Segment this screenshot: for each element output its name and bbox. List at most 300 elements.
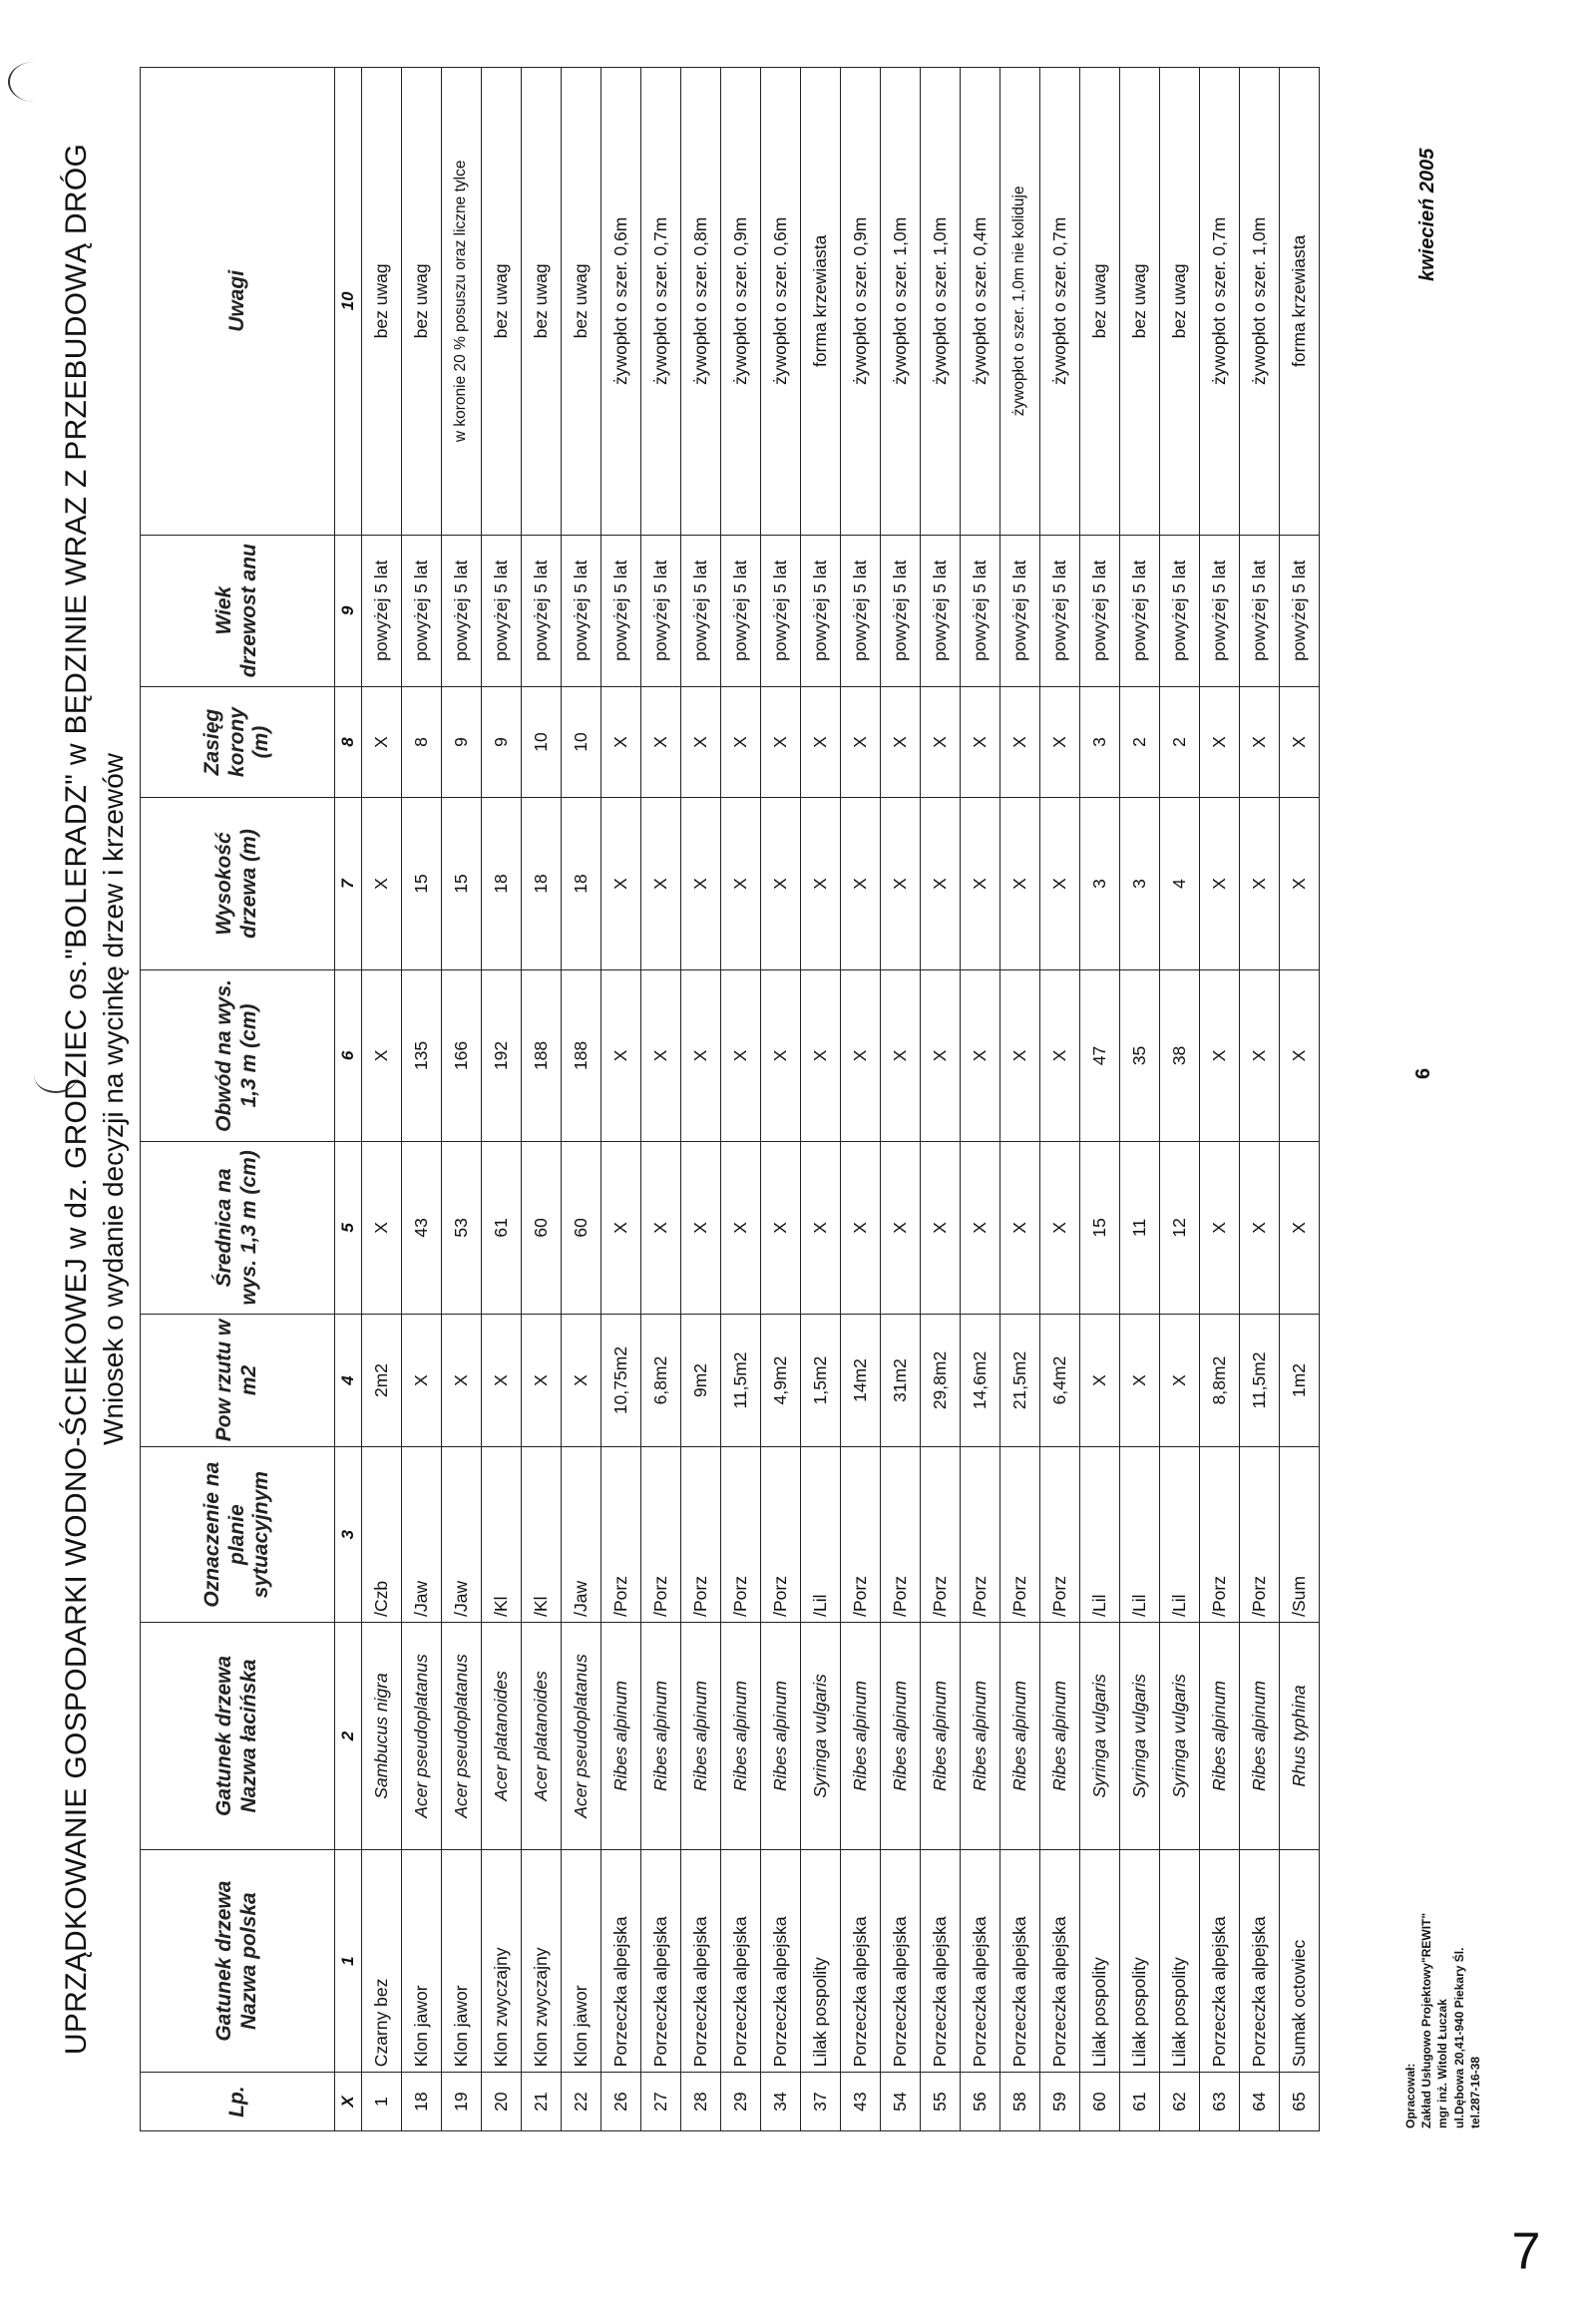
cell-projection-area: 21,5m2 [1000,1314,1040,1447]
cell-polish-name: Czarny bez [362,1850,402,2073]
document-subtitle: Wniosek o wydanie decyzji na wycinkę drzew i krzewów [98,752,129,1446]
cell-age: powyżej 5 lat [402,535,442,686]
cell-notes: żywopłot o szer. 0,6m [601,68,641,536]
handwritten-mark [8,62,60,102]
cell-plan-mark: /Lil [1080,1447,1120,1622]
cell-height: X [362,798,402,969]
cell-diameter: 11 [1120,1142,1160,1314]
cell-crown-spread: X [1000,686,1040,798]
header-height: Wysokość drzewa (m) [141,798,335,969]
cell-projection-area: 14,6m2 [961,1314,1000,1447]
cell-circumference: X [641,969,681,1141]
cell-circumference: 35 [1120,969,1160,1141]
cell-diameter: X [1280,1142,1320,1314]
header-notes: Uwagi [141,68,335,536]
cell-latin-name: Ribes alpinum [1000,1622,1040,1849]
company-address: ul.Dębowa 20,41-940 Piekary Śl. [1451,1947,1466,2128]
table-row [601,68,641,2131]
cell-projection-area: X [402,1314,442,1447]
cell-polish-name: Porzeczka alpejska [841,1850,881,2073]
cell-latin-name: Ribes alpinum [961,1622,1000,1849]
cell-height: 15 [442,798,482,969]
cell-diameter: 60 [562,1142,601,1314]
cell-age: powyżej 5 lat [1000,535,1040,686]
cell-age: powyżej 5 lat [1040,535,1080,686]
cell-diameter: 53 [442,1142,482,1314]
cell-age: powyżej 5 lat [921,535,961,686]
table-row [1280,68,1320,2131]
cell-plan-mark: /Porz [641,1447,681,1622]
cell-plan-mark: /Jaw [442,1447,482,1622]
cell-polish-name: Porzeczka alpejska [601,1850,641,2073]
document-title: UPRZĄDKOWANIE GOSPODARKI WODNO-ŚCIEKOWEJ w dz. GRODZIEC os."BOLERADZ" w BĘDZINIE WRAZ Z PRZEBUDOWĄ DRÓG [60,143,93,2056]
cell-circumference: X [601,969,641,1141]
cell-circumference: 188 [522,969,562,1141]
cell-projection-area: 9m2 [681,1314,721,1447]
cell-diameter: X [881,1142,921,1314]
cell-circumference: X [1040,969,1080,1141]
cell-latin-name: Ribes alpinum [681,1622,721,1849]
cell-notes: forma krzewiasta [801,68,841,536]
cell-diameter: X [362,1142,402,1314]
cell-latin-name: Sambucus nigra [362,1622,402,1849]
cell-projection-area: 6,4m2 [1040,1314,1080,1447]
column-number: 2 [335,1622,362,1849]
cell-crown-spread: 9 [482,686,522,798]
cell-polish-name: Klon zwyczajny [522,1850,562,2073]
cell-latin-name: Syringa vulgaris [1080,1622,1120,1849]
column-number-row [335,68,362,2131]
cell-lp: 1 [362,2073,402,2131]
cell-crown-spread: 9 [442,686,482,798]
cell-plan-mark: /Czb [362,1447,402,1622]
cell-notes: bez uwag [402,68,442,536]
column-number: 1 [335,1850,362,2073]
cell-crown-spread: X [961,686,1000,798]
column-number: 7 [335,798,362,969]
cell-polish-name: Klon jawor [562,1850,601,2073]
header-projection-area: Pow rzutu w m2 [141,1314,335,1447]
cell-notes: bez uwag [1080,68,1120,536]
cell-latin-name: Ribes alpinum [1040,1622,1080,1849]
cell-polish-name: Lilak pospolity [1160,1850,1200,2073]
column-number: 5 [335,1142,362,1314]
cell-notes: żywopłot o szer. 0,7m [1200,68,1240,536]
page-number: 6 [1412,1067,1434,1079]
cell-polish-name: Porzeczka alpejska [1240,1850,1280,2073]
cell-polish-name: Sumak octowiec [1280,1850,1320,2073]
cell-plan-mark: /Porz [681,1447,721,1622]
cell-lp: 21 [522,2073,562,2131]
cell-diameter: X [601,1142,641,1314]
cell-crown-spread: X [1040,686,1080,798]
cell-plan-mark: /Porz [761,1447,801,1622]
cell-diameter: X [1200,1142,1240,1314]
author-name: mgr inż. Witold Łuczak [1435,1999,1450,2128]
column-number: 4 [335,1314,362,1447]
cell-height: X [681,798,721,969]
table-row [362,68,402,2131]
cell-age: powyżej 5 lat [562,535,601,686]
cell-crown-spread: X [1280,686,1320,798]
cell-diameter: 15 [1080,1142,1120,1314]
cell-latin-name: Rhus typhina [1280,1622,1320,1849]
cell-lp: 19 [442,2073,482,2131]
prepared-by-block [1402,1913,1483,2128]
cell-circumference: X [801,969,841,1141]
cell-plan-mark: /Porz [841,1447,881,1622]
cell-circumference: X [921,969,961,1141]
column-number: 8 [335,686,362,798]
cell-age: powyżej 5 lat [1160,535,1200,686]
cell-height: X [1240,798,1280,969]
cell-plan-mark: /Lil [801,1447,841,1622]
cell-crown-spread: X [641,686,681,798]
cell-plan-mark: /Porz [961,1447,1000,1622]
cell-polish-name: Porzeczka alpejska [641,1850,681,2073]
cell-projection-area: 11,5m2 [1240,1314,1280,1447]
cell-height: X [961,798,1000,969]
cell-notes: bez uwag [1120,68,1160,536]
cell-notes: bez uwag [562,68,601,536]
cell-notes: żywopłot o szer. 0,8m [681,68,721,536]
table-row [881,68,921,2131]
cell-notes: żywopłot o szer. 0,9m [721,68,761,536]
cell-latin-name: Syringa vulgaris [1120,1622,1160,1849]
cell-notes: żywopłot o szer. 1,0m [881,68,921,536]
cell-projection-area: 8,8m2 [1200,1314,1240,1447]
cell-plan-mark: /Porz [721,1447,761,1622]
cell-lp: 43 [841,2073,881,2131]
cell-lp: 58 [1000,2073,1040,2131]
cell-age: powyżej 5 lat [1240,535,1280,686]
cell-height: 4 [1160,798,1200,969]
cell-polish-name: Porzeczka alpejska [1040,1850,1080,2073]
cell-projection-area: 2m2 [362,1314,402,1447]
table-row [961,68,1000,2131]
cell-age: powyżej 5 lat [522,535,562,686]
cell-projection-area: 1,5m2 [801,1314,841,1447]
cell-crown-spread: X [921,686,961,798]
cell-plan-mark: /Kl [522,1447,562,1622]
cell-age: powyżej 5 lat [641,535,681,686]
cell-crown-spread: X [1240,686,1280,798]
cell-height: X [841,798,881,969]
company-name: Zakład Usługowo Projektowy"REWIT" [1419,1912,1434,2128]
cell-polish-name: Lilak pospolity [1120,1850,1160,2073]
cell-circumference: 166 [442,969,482,1141]
cell-projection-area: 31m2 [881,1314,921,1447]
cell-age: powyżej 5 lat [1280,535,1320,686]
cell-notes: żywopłot o szer. 0,7m [641,68,681,536]
header-circumference: Obwód na wys. 1,3 m (cm) [141,969,335,1141]
cell-age: powyżej 5 lat [442,535,482,686]
cell-projection-area: 6,8m2 [641,1314,681,1447]
cell-plan-mark: /Kl [482,1447,522,1622]
cell-lp: 54 [881,2073,921,2131]
cell-height: 15 [402,798,442,969]
cell-plan-mark: /Jaw [562,1447,601,1622]
cell-projection-area: 1m2 [1280,1314,1320,1447]
cell-polish-name: Klon jawor [402,1850,442,2073]
table-header-row [141,68,335,2131]
cell-circumference: X [761,969,801,1141]
table-row [721,68,761,2131]
cell-plan-mark: /Porz [1240,1447,1280,1622]
cell-projection-area: 4,9m2 [761,1314,801,1447]
cell-age: powyżej 5 lat [1080,535,1120,686]
cell-height: 3 [1120,798,1160,969]
column-number: 10 [335,68,362,536]
cell-polish-name: Porzeczka alpejska [921,1850,961,2073]
cell-lp: 61 [1120,2073,1160,2131]
table-row [641,68,681,2131]
cell-latin-name: Ribes alpinum [721,1622,761,1849]
cell-notes: żywopłot o szer. 0,6m [761,68,801,536]
cell-age: powyżej 5 lat [761,535,801,686]
cell-crown-spread: 8 [402,686,442,798]
table-row [1080,68,1120,2131]
cell-projection-area: X [1080,1314,1120,1447]
cell-height: X [761,798,801,969]
cell-diameter: 43 [402,1142,442,1314]
cell-projection-area: X [562,1314,601,1447]
table-row [442,68,482,2131]
cell-notes: bez uwag [522,68,562,536]
cell-crown-spread: X [841,686,881,798]
cell-projection-area: X [482,1314,522,1447]
cell-plan-mark: /Porz [1200,1447,1240,1622]
cell-crown-spread: 2 [1160,686,1200,798]
cell-latin-name: Ribes alpinum [921,1622,961,1849]
table-row [1200,68,1240,2131]
cell-crown-spread: X [721,686,761,798]
cell-diameter: X [841,1142,881,1314]
cell-notes: żywopłot o szer. 0,7m [1040,68,1080,536]
cell-latin-name: Acer pseudoplatanus [402,1622,442,1849]
cell-projection-area: X [522,1314,562,1447]
cell-circumference: X [362,969,402,1141]
cell-crown-spread: X [681,686,721,798]
cell-notes: żywopłot o szer. 1,0m nie koliduje [1000,68,1040,536]
cell-latin-name: Ribes alpinum [1200,1622,1240,1849]
cell-polish-name: Porzeczka alpejska [721,1850,761,2073]
table-row [921,68,961,2131]
cell-latin-name: Acer pseudoplatanus [442,1622,482,1849]
cell-notes: żywopłot o szer. 0,4m [961,68,1000,536]
cell-diameter: X [1000,1142,1040,1314]
table-row [402,68,442,2131]
cell-lp: 62 [1160,2073,1200,2131]
cell-circumference: X [961,969,1000,1141]
handwritten-page-number: 7 [1511,2222,1541,2281]
column-number: 9 [335,535,362,686]
cell-projection-area: X [442,1314,482,1447]
cell-diameter: X [681,1142,721,1314]
cell-height: X [1280,798,1320,969]
cell-polish-name: Porzeczka alpejska [761,1850,801,2073]
cell-age: powyżej 5 lat [801,535,841,686]
table-row [1120,68,1160,2131]
cell-height: X [601,798,641,969]
header-polish-name: Gatunek drzewa Nazwa polska [141,1850,335,2073]
cell-lp: 20 [482,2073,522,2131]
cell-circumference: X [1240,969,1280,1141]
table-row [1160,68,1200,2131]
cell-circumference: 188 [562,969,601,1141]
header-age: Wiek drzewost anu [141,535,335,686]
cell-projection-area: 11,5m2 [721,1314,761,1447]
cell-plan-mark: /Porz [1040,1447,1080,1622]
cell-lp: 29 [721,2073,761,2131]
cell-diameter: 12 [1160,1142,1200,1314]
column-number: 3 [335,1447,362,1622]
cell-plan-mark: /Porz [601,1447,641,1622]
cell-height: 18 [562,798,601,969]
cell-circumference: X [841,969,881,1141]
cell-age: powyżej 5 lat [1200,535,1240,686]
cell-lp: 18 [402,2073,442,2131]
cell-height: X [641,798,681,969]
cell-circumference: 192 [482,969,522,1141]
cell-plan-mark: /Lil [1120,1447,1160,1622]
header-crown-spread: Zasięg korony (m) [141,686,335,798]
cell-projection-area: 10,75m2 [601,1314,641,1447]
table-row [681,68,721,2131]
cell-projection-area: X [1120,1314,1160,1447]
cell-height: 18 [482,798,522,969]
table-row [1040,68,1080,2131]
cell-polish-name: Porzeczka alpejska [1000,1850,1040,2073]
cell-age: powyżej 5 lat [681,535,721,686]
table-row [801,68,841,2131]
cell-age: powyżej 5 lat [961,535,1000,686]
cell-lp: 59 [1040,2073,1080,2131]
cell-circumference: 47 [1080,969,1120,1141]
cell-crown-spread: 3 [1080,686,1120,798]
cell-diameter: X [1240,1142,1280,1314]
cell-age: powyżej 5 lat [601,535,641,686]
cell-circumference: X [721,969,761,1141]
cell-polish-name: Klon zwyczajny [482,1850,522,2073]
cell-age: powyżej 5 lat [841,535,881,686]
cell-height: X [721,798,761,969]
header-diameter: Średnica na wys. 1,3 m (cm) [141,1142,335,1314]
cell-height: X [881,798,921,969]
cell-height: X [1040,798,1080,969]
cell-latin-name: Acer platanoides [482,1622,522,1849]
cell-diameter: 60 [522,1142,562,1314]
cell-height: X [801,798,841,969]
cell-circumference: 135 [402,969,442,1141]
cell-lp: 56 [961,2073,1000,2131]
cell-latin-name: Acer pseudoplatanus [562,1622,601,1849]
cell-lp: 63 [1200,2073,1240,2131]
cell-notes: bez uwag [362,68,402,536]
cell-diameter: X [641,1142,681,1314]
cell-crown-spread: 10 [522,686,562,798]
cell-height: 3 [1080,798,1120,969]
cell-circumference: X [681,969,721,1141]
header-lp: Lp. [141,2073,335,2131]
cell-crown-spread: X [362,686,402,798]
cell-latin-name: Ribes alpinum [641,1622,681,1849]
cell-latin-name: Acer platanoides [522,1622,562,1849]
cell-projection-area: X [1160,1314,1200,1447]
cell-lp: 22 [562,2073,601,2131]
cell-polish-name: Porzeczka alpejska [961,1850,1000,2073]
cell-circumference: X [1280,969,1320,1141]
prepared-by-label: Opracował: [1403,2063,1417,2128]
cell-latin-name: Syringa vulgaris [801,1622,841,1849]
cell-circumference: X [1200,969,1240,1141]
cell-crown-spread: X [761,686,801,798]
cell-lp: 28 [681,2073,721,2131]
cell-latin-name: Ribes alpinum [881,1622,921,1849]
column-number: X [335,2073,362,2131]
table-row [841,68,881,2131]
cell-lp: 55 [921,2073,961,2131]
cell-notes: bez uwag [482,68,522,536]
cell-age: powyżej 5 lat [881,535,921,686]
cell-diameter: X [921,1142,961,1314]
cell-age: powyżej 5 lat [1120,535,1160,686]
company-phone: tel.287-16-38 [1467,2056,1482,2128]
cell-polish-name: Porzeczka alpejska [881,1850,921,2073]
cell-height: X [1000,798,1040,969]
table-row [522,68,562,2131]
column-number: 6 [335,969,362,1141]
document-date: kwiecień 2005 [1416,148,1438,281]
cell-polish-name: Porzeczka alpejska [1200,1850,1240,2073]
cell-latin-name: Ribes alpinum [761,1622,801,1849]
header-latin-name: Gatunek drzewa Nazwa łacińska [141,1622,335,1849]
cell-crown-spread: 10 [562,686,601,798]
table-row [1000,68,1040,2131]
cell-lp: 65 [1280,2073,1320,2131]
cell-latin-name: Ribes alpinum [841,1622,881,1849]
cell-height: X [1200,798,1240,969]
cell-age: powyżej 5 lat [721,535,761,686]
cell-diameter: X [721,1142,761,1314]
table-row [482,68,522,2131]
cell-height: 18 [522,798,562,969]
cell-plan-mark: /Porz [921,1447,961,1622]
cell-lp: 34 [761,2073,801,2131]
cell-lp: 37 [801,2073,841,2131]
cell-diameter: X [801,1142,841,1314]
cell-notes: żywopłot o szer. 1,0m [921,68,961,536]
cell-plan-mark: /Lil [1160,1447,1200,1622]
cell-lp: 26 [601,2073,641,2131]
cell-diameter: X [961,1142,1000,1314]
cell-plan-mark: /Porz [881,1447,921,1622]
cell-projection-area: 14m2 [841,1314,881,1447]
cell-circumference: X [1000,969,1040,1141]
cell-lp: 60 [1080,2073,1120,2131]
cell-diameter: X [1040,1142,1080,1314]
cell-polish-name: Lilak pospolity [801,1850,841,2073]
cell-latin-name: Syringa vulgaris [1160,1622,1200,1849]
cell-circumference: X [881,969,921,1141]
cell-plan-mark: /Jaw [402,1447,442,1622]
cell-crown-spread: X [1200,686,1240,798]
cell-notes: forma krzewiasta [1280,68,1320,536]
cell-crown-spread: X [801,686,841,798]
cell-polish-name: Porzeczka alpejska [681,1850,721,2073]
cell-latin-name: Ribes alpinum [601,1622,641,1849]
cell-crown-spread: X [881,686,921,798]
